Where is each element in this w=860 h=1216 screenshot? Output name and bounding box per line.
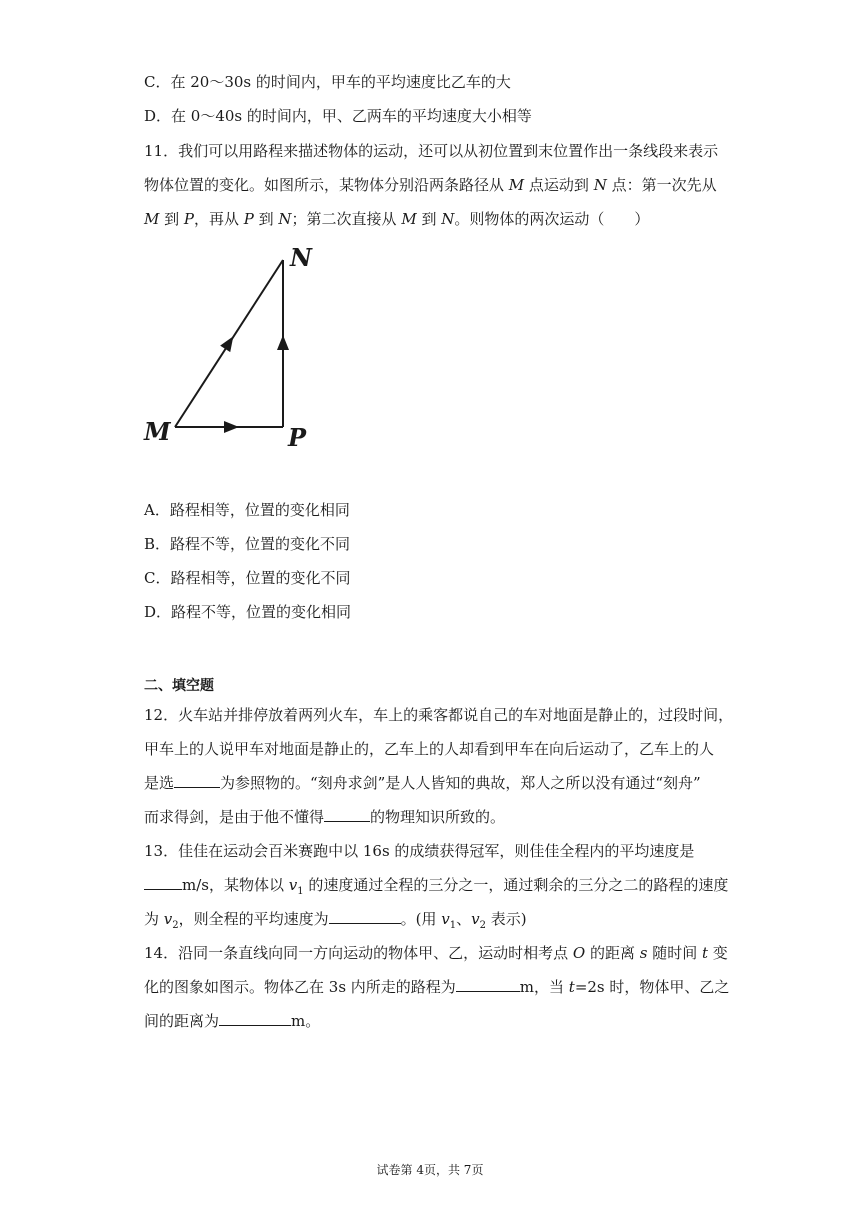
q12-line1: 12．火车站并排停放着两列火车，车上的乘客都说自己的车对地面是静止的，过段时间，: [144, 706, 734, 724]
q11-stem-line2: 物体位置的变化。如图所示，某物体分别沿两条路径从 M 点运动到 N 点：第一次先从: [144, 176, 717, 194]
q11-option-d: D．路程不等，位置的变化相同: [144, 603, 352, 621]
q14-line1: 14．沿同一条直线向同一方向运动的物体甲、乙，运动时相考点 O 的距离 s 随时间 t 变: [144, 944, 728, 962]
q10-option-d: D．在 0～40s 的时间内，甲、乙两车的平均速度大小相等: [144, 107, 532, 125]
arrow-m-to-n-icon: [220, 333, 238, 352]
path-diagram: [138, 240, 338, 455]
q12-line4: 而求得剑，是由于他不懂得 的物理知识所致的。: [144, 808, 506, 826]
q14-blank-1[interactable]: [456, 977, 520, 992]
q11-option-a: A．路程相等，位置的变化相同: [144, 501, 350, 519]
q14-line3: 间的距离为 m。: [144, 1012, 321, 1030]
q13-line2: m/s，某物体以 $v_1$ 的速度通过全程的三分之一，通过剩余的三分之二的路程的速度: [144, 875, 728, 902]
q12-blank-1[interactable]: [174, 773, 220, 788]
q14-line2: 化的图象如图示。物体乙在 3s 内所走的路程为 m，当 t=2s 时，物体甲、乙之: [144, 978, 730, 996]
q11-stem-line1: 11．我们可以用路程来描述物体的运动，还可以从初位置到末位置作出一条线段来表示: [144, 142, 719, 160]
arrow-m-to-p-icon: [224, 421, 239, 433]
q13-line1: 13．佳佳在运动会百米赛跑中以 16s 的成绩获得冠军，则佳佳全程内的平均速度是: [144, 842, 695, 860]
arrow-p-to-n-icon: [277, 335, 289, 350]
q13-line3: 为 $v_2$，则全程的平均速度为 。(用 $v_1$、$v_2$ 表示): [144, 910, 527, 931]
label-p: P: [288, 423, 307, 452]
q11-stem-line3: M 到 P，再从 P 到 N；第二次直接从 M 到 N。则物体的两次运动（ ）: [144, 210, 650, 228]
q12-blank-2[interactable]: [324, 807, 370, 822]
q13-blank-2[interactable]: [329, 909, 401, 924]
q10-option-c: C．在 20～30s 的时间内，甲车的平均速度比乙车的大: [144, 73, 511, 91]
q13-blank-1[interactable]: [144, 875, 182, 890]
q12-line2: 甲车上的人说甲车对地面是静止的，乙车上的人却看到甲车在向后运动了，乙车上的人: [144, 740, 715, 758]
section-title: 二、填空题: [144, 678, 214, 694]
q12-line3: 是选 为参照物的。“刻舟求剑”是人人皆知的典故，郑人之所以没有通过“刻舟”: [144, 774, 701, 792]
q11-option-b: B．路程不等，位置的变化不同: [144, 535, 351, 553]
q14-blank-2[interactable]: [219, 1011, 291, 1026]
label-n: N: [290, 243, 312, 272]
label-m: M: [144, 417, 171, 446]
page-footer: 试卷第 4页，共 7页: [376, 1163, 484, 1177]
q11-option-c: C．路程相等，位置的变化不同: [144, 569, 351, 587]
